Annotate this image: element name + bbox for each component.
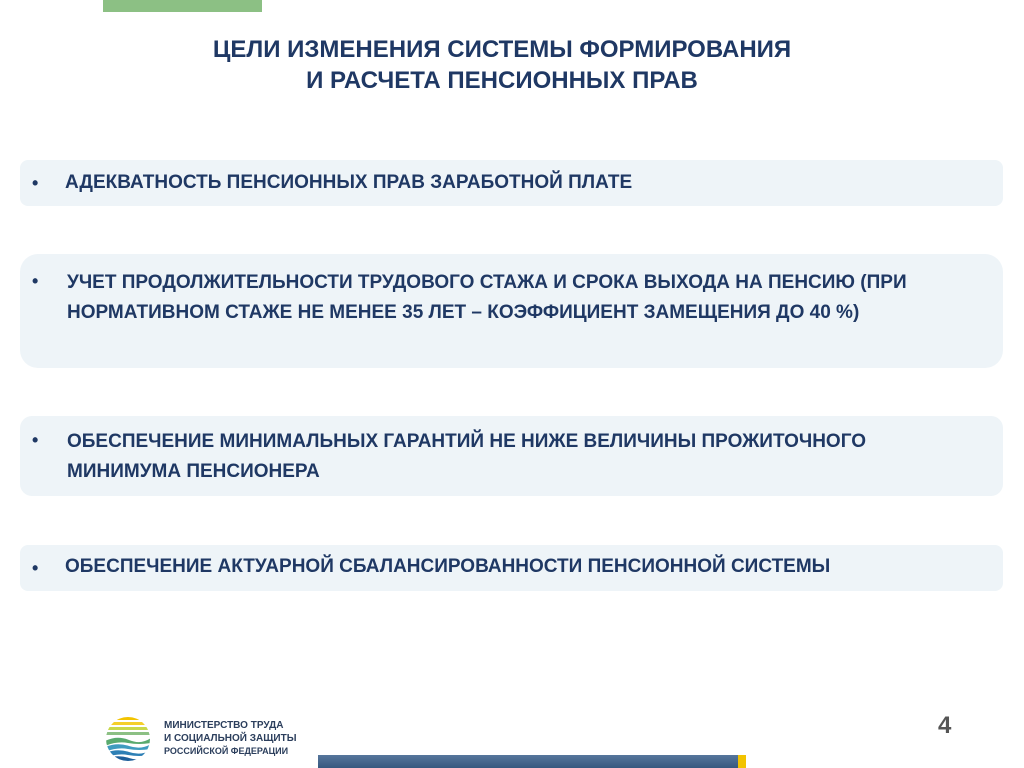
slide-title-line-1: ЦЕЛИ ИЗМЕНЕНИЯ СИСТЕМЫ ФОРМИРОВАНИЯ [212,36,792,63]
goal-box-4 [20,545,1003,591]
goal-text-4: ОБЕСПЕЧЕНИЕ АКТУАРНОЙ СБАЛАНСИРОВАННОСТИ ПЕНСИОННОЙ СИСТЕМЫ [65,556,831,577]
goal-text-1: АДЕКВАТНОСТЬ ПЕНСИОННЫХ ПРАВ ЗАРАБОТНОЙ ПЛАТЕ [65,172,633,193]
bullet-icon: • [32,173,39,193]
slide-title [0,34,1004,96]
ministry-name-line-1: МИНИСТЕРСТВО ТРУДА [164,720,284,731]
ministry-name-line-2: И СОЦИАЛЬНОЙ ЗАЩИТЫ [164,733,297,744]
goal-box-2 [20,254,1003,368]
goal-box-1 [20,160,1003,206]
bullet-icon: • [32,271,39,291]
footer-bar [318,755,738,768]
goal-text-2: УЧЕТ ПРОДОЛЖИТЕЛЬНОСТИ ТРУДОВОГО СТАЖА И СРОКА ВЫХОДА НА ПЕНСИЮ (ПРИ НОРМАТИВНОМ СТАЖЕ НЕ МЕНЕЕ 35 ЛЕТ – КОЭФФИЦИЕНТ ЗАМЕЩЕНИЯ ДО 40 %) [67,272,907,323]
ministry-name-line-3: РОССИЙСКОЙ ФЕДЕРАЦИИ [164,746,289,756]
bullet-icon: • [32,430,39,450]
top-accent-bar [103,0,262,12]
ministry-name [164,719,297,758]
goal-text-3: ОБЕСПЕЧЕНИЕ МИНИМАЛЬНЫХ ГАРАНТИЙ НЕ НИЖЕ ВЕЛИЧИНЫ ПРОЖИТОЧНОГО МИНИМУМА ПЕНСИОНЕРА [67,431,867,482]
footer-yellow-accent [738,755,746,768]
slide-title-line-2: И РАСЧЕТА ПЕНСИОННЫХ ПРАВ [306,67,698,94]
goal-box-3 [20,416,1003,496]
ministry-sun-waves-logo-icon [105,714,151,764]
page-number: 4 [938,712,952,739]
bullet-icon: • [32,558,39,578]
